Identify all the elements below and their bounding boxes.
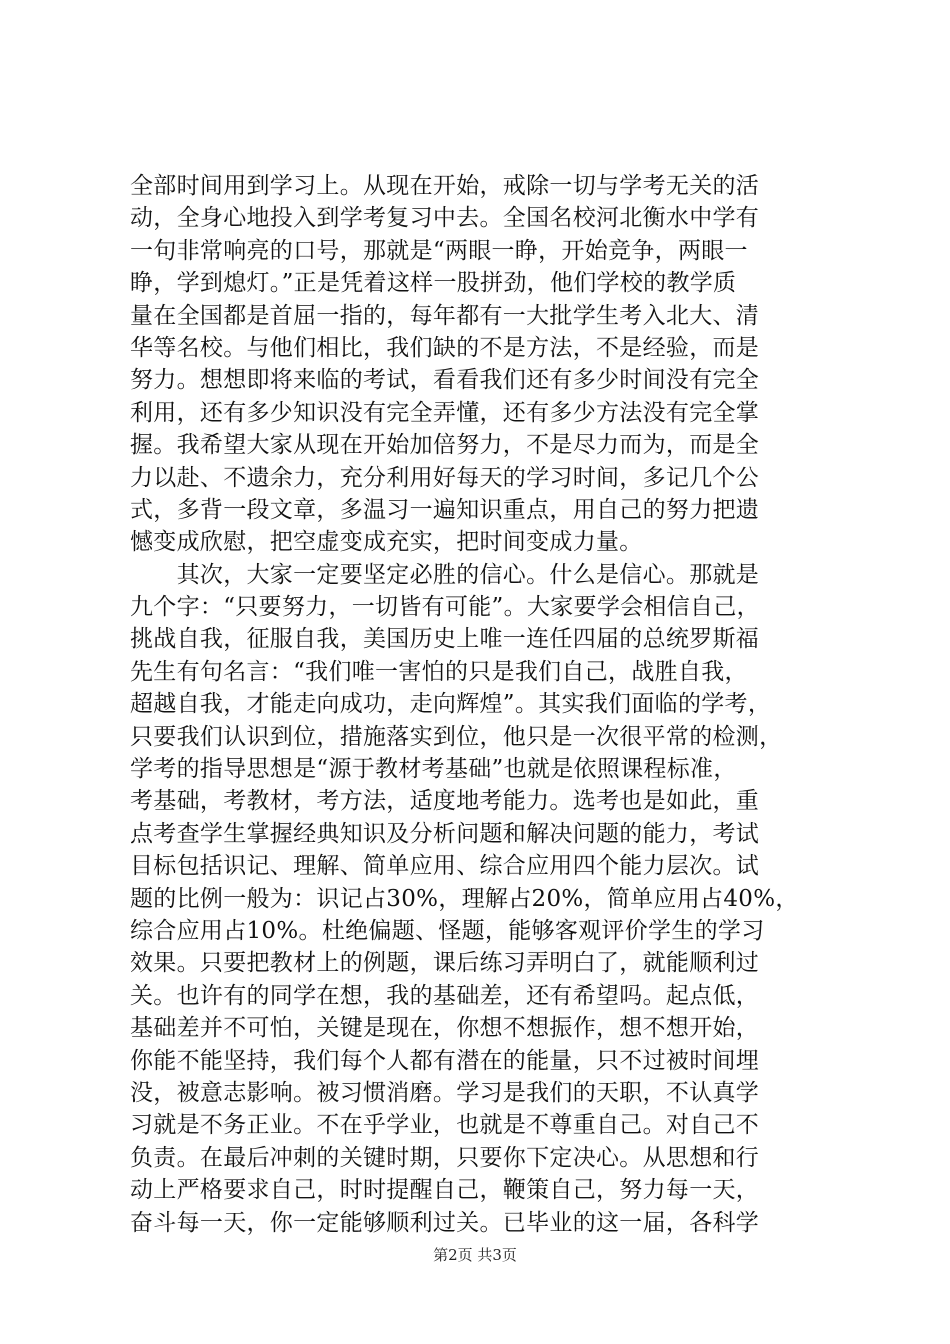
text-line: 握。我希望大家从现在开始加倍努力，不是尽力而为，而是全 bbox=[130, 432, 760, 459]
text-line: 目标包括识记、理解、简单应用、综合应用四个能力层次。试 bbox=[130, 853, 760, 880]
text-line: 超越自我，才能走向成功，走向辉煌”。其实我们面临的学考， bbox=[130, 691, 772, 718]
text-line: 点考查学生掌握经典知识及分析问题和解决问题的能力，考试 bbox=[130, 820, 760, 847]
page-number-label: 第2页 共3页 bbox=[433, 1246, 517, 1264]
text-line: 学考的指导思想是“源于教材考基础”也就是依照课程标准， bbox=[130, 756, 737, 783]
text-line: 关。也许有的同学在想，我的基础差，还有希望吗。起点低， bbox=[130, 982, 760, 1009]
text-line: 九个字：“只要努力，一切皆有可能”。大家要学会相信自己， bbox=[130, 594, 760, 621]
text-line: 负责。在最后冲刺的关键时期，只要你下定决心。从思想和行 bbox=[130, 1144, 760, 1171]
text-line: 睁，学到熄灯。”正是凭着这样一股拼劲，他们学校的教学质 bbox=[130, 270, 737, 297]
text-line: 考基础，考教材，考方法，适度地考能力。选考也是如此，重 bbox=[130, 788, 760, 815]
text-line: 努力。想想即将来临的考试，看看我们还有多少时间没有完全 bbox=[130, 367, 760, 394]
text-line: 其次，大家一定要坚定必胜的信心。什么是信心。那就是 bbox=[130, 561, 760, 588]
body-text bbox=[130, 170, 835, 1239]
text-line: 奋斗每一天，你一定能够顺利过关。已毕业的这一届，各科学 bbox=[130, 1209, 760, 1236]
text-line: 综合应用占10%。杜绝偏题、怪题，能够客观评价学生的学习 bbox=[130, 917, 765, 944]
text-line: 习就是不务正业。不在乎学业，也就是不尊重自己。对自己不 bbox=[130, 1112, 760, 1139]
text-line: 量在全国都是首屈一指的，每年都有一大批学生考入北大、清 bbox=[130, 302, 760, 329]
text-line: 题的比例一般为：识记占30%，理解占20%，简单应用占40%， bbox=[130, 885, 799, 912]
page-footer bbox=[0, 1245, 950, 1265]
text-line: 利用，还有多少知识没有完全弄懂，还有多少方法没有完全掌 bbox=[130, 399, 760, 426]
text-line: 华等名校。与他们相比，我们缺的不是方法，不是经验，而是 bbox=[130, 334, 760, 361]
text-line: 动，全身心地投入到学考复习中去。全国名校河北衡水中学有 bbox=[130, 205, 760, 232]
text-line: 挑战自我，征服自我，美国历史上唯一连任四届的总统罗斯福 bbox=[130, 626, 760, 653]
text-line: 你能不能坚持，我们每个人都有潜在的能量，只不过被时间埋 bbox=[130, 1047, 760, 1074]
text-line: 动上严格要求自己，时时提醒自己，鞭策自己，努力每一天， bbox=[130, 1177, 760, 1204]
text-line: 憾变成欣慰，把空虚变成充实，把时间变成力量。 bbox=[130, 529, 643, 556]
text-line: 只要我们认识到位，措施落实到位，他只是一次很平常的检测， bbox=[130, 723, 783, 750]
text-line: 一句非常响亮的口号，那就是“两眼一睁，开始竞争，两眼一 bbox=[130, 237, 748, 264]
text-line: 基础差并不可怕，关键是现在，你想不想振作，想不想开始， bbox=[130, 1015, 760, 1042]
text-line: 式，多背一段文章，多温习一遍知识重点，用自己的努力把遗 bbox=[130, 496, 760, 523]
text-line: 没，被意志影响。被习惯消磨。学习是我们的天职，不认真学 bbox=[130, 1079, 760, 1106]
text-line: 先生有句名言：“我们唯一害怕的只是我们自己，战胜自我， bbox=[130, 658, 748, 685]
text-line: 全部时间用到学习上。从现在开始，戒除一切与学考无关的活 bbox=[130, 173, 760, 199]
text-line: 效果。只要把教材上的例题，课后练习弄明白了，就能顺利过 bbox=[130, 950, 760, 977]
text-line: 力以赴、不遗余力，充分利用好每天的学习时间，多记几个公 bbox=[130, 464, 760, 491]
